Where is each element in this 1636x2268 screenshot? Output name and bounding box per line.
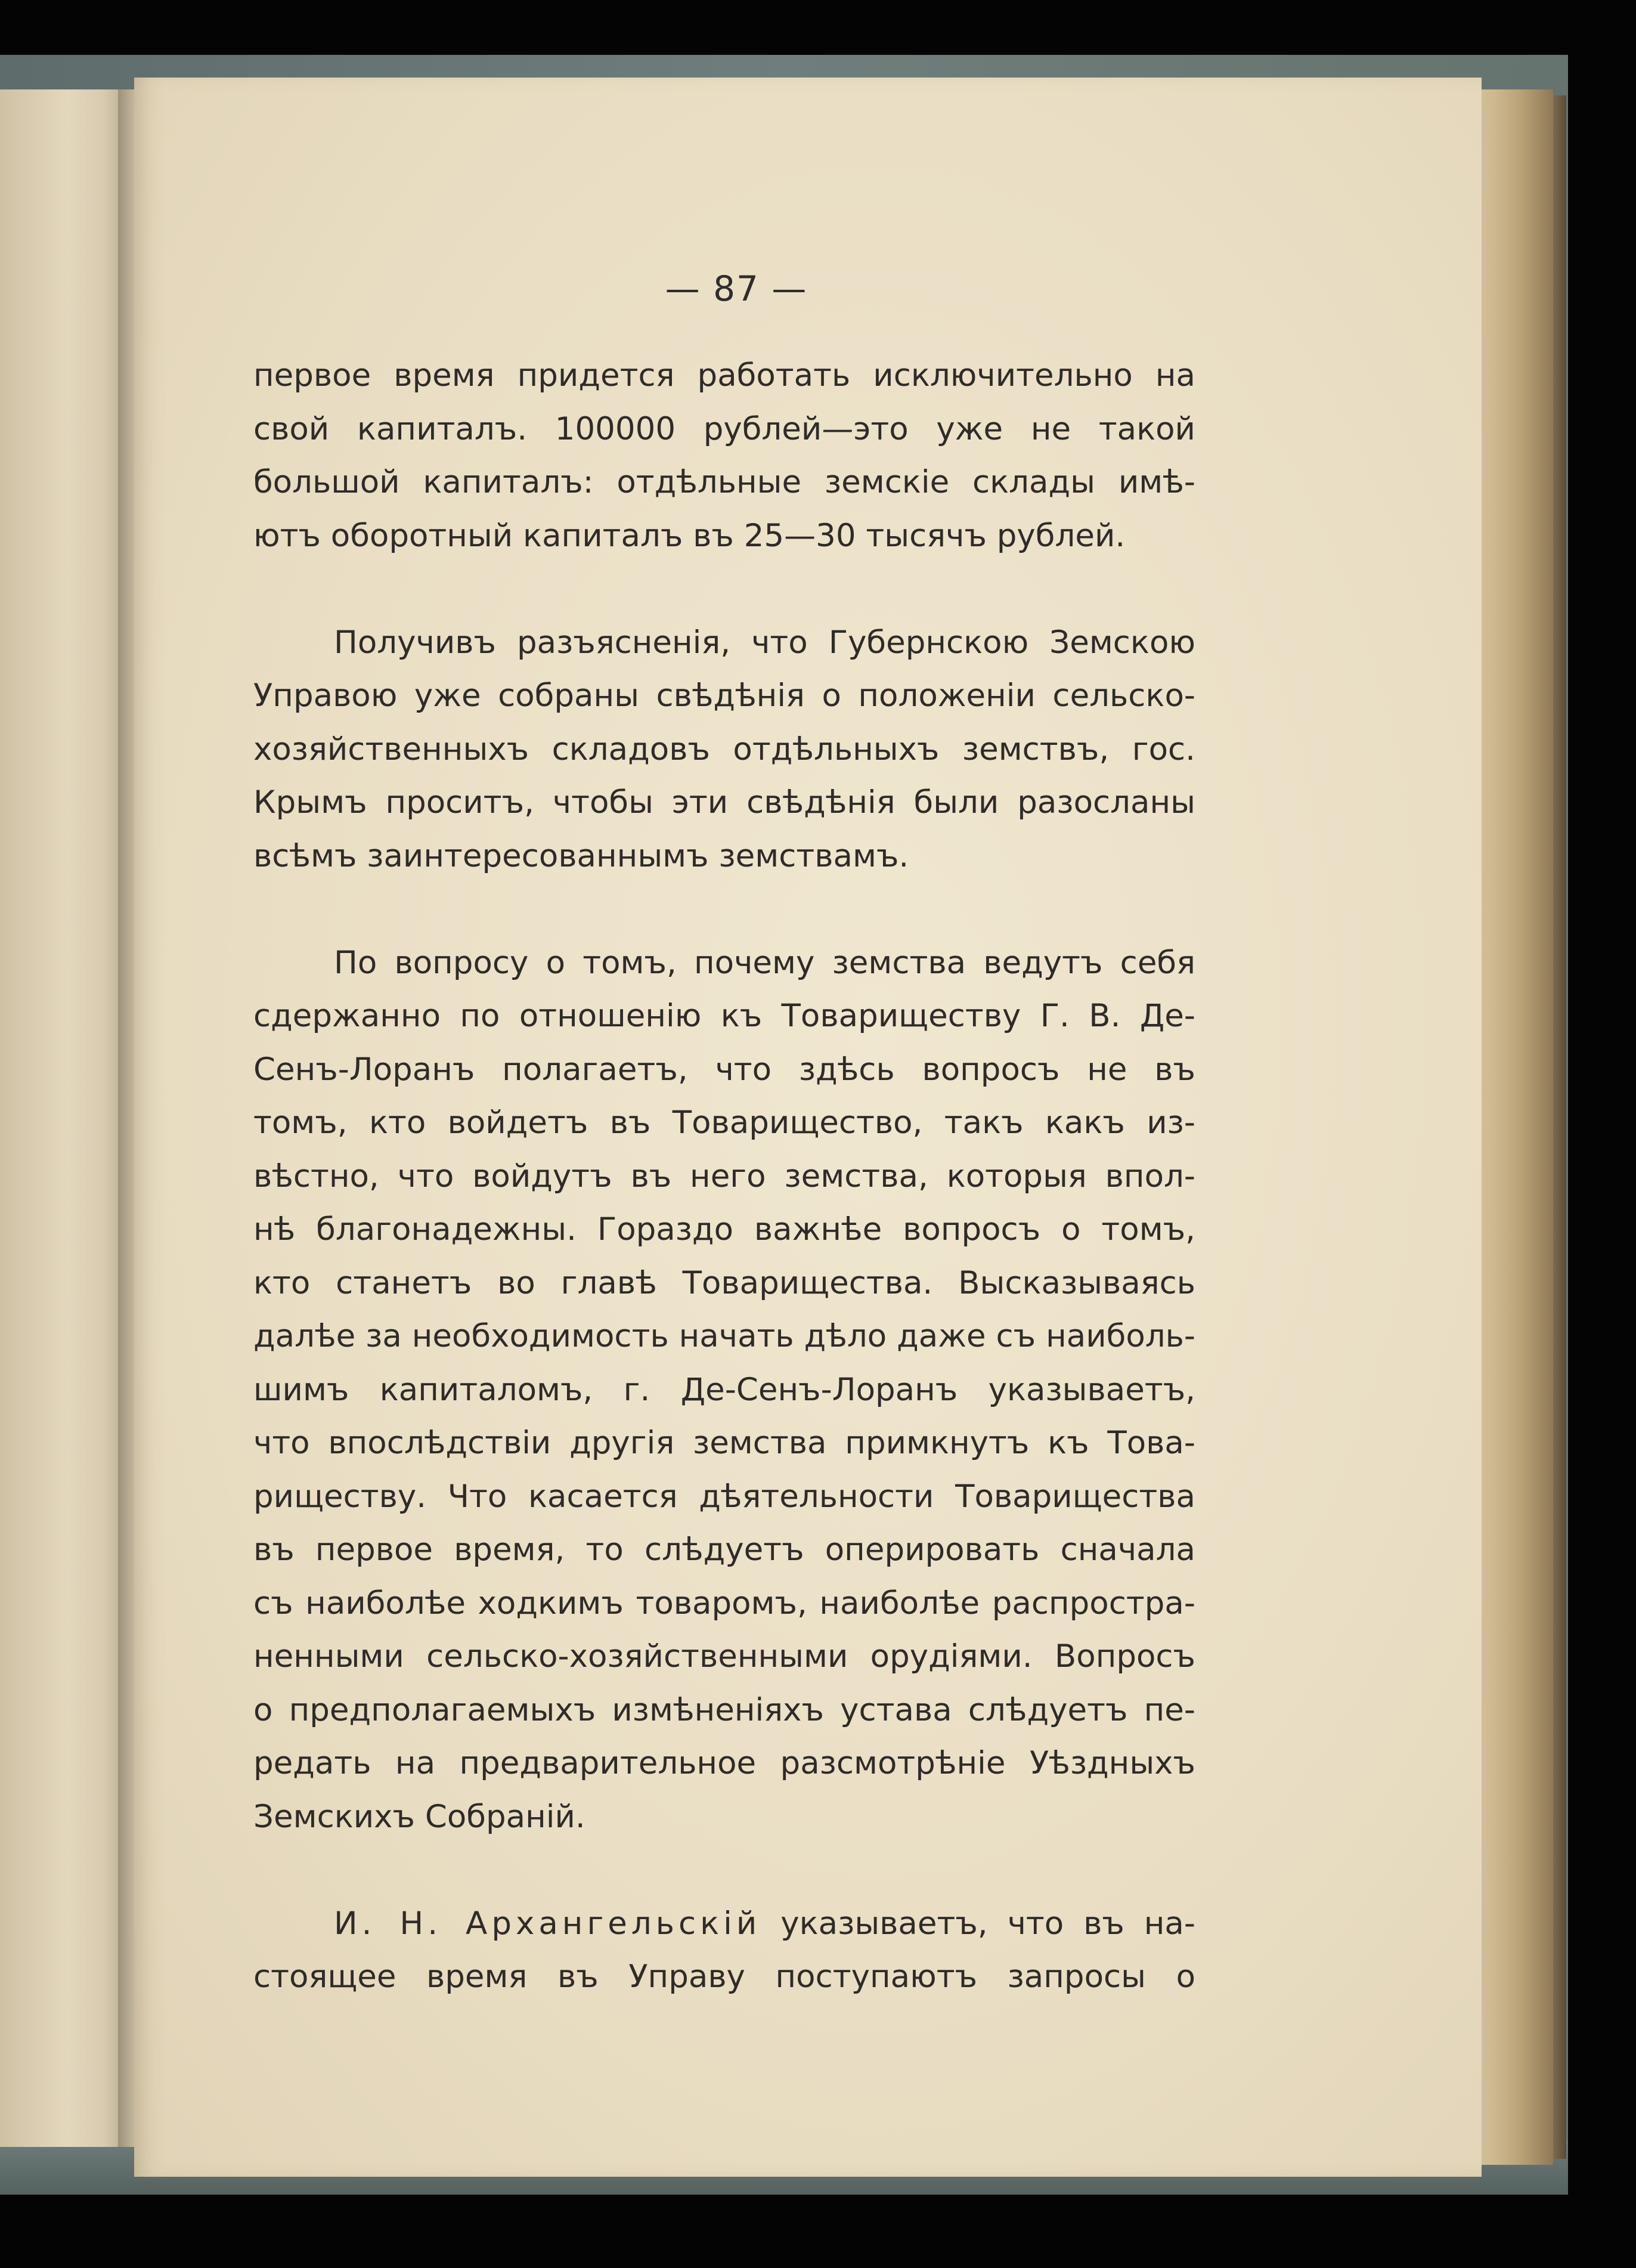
speaker-name: И. Н. Архангельскiй [334,1905,761,1942]
text-line: шимъ капиталомъ, г. Де-Сенъ-Лоранъ указываетъ, [253,1371,1195,1408]
text-line: хозяйственныхъ складовъ отдѣльныхъ земствъ, гос. [253,731,1195,768]
text-line: свой капиталъ. 100000 рублей—это уже не такой [253,410,1195,447]
paragraph-gap [253,562,1195,616]
text-line [253,1897,1195,1951]
text-fragment: указываетъ, что въ на- [761,1905,1195,1942]
text-line: По вопросу о томъ, почему земства ведутъ себя [334,944,1195,981]
text-line: кто станетъ во главѣ Товарищества. Высказываясь [253,1264,1195,1301]
text-line: большой капиталъ: отдѣльные земскiе склады имѣ- [253,464,1195,500]
text-line: нѣ благонадежны. Гораздо важнѣе вопросъ о томъ, [253,1211,1195,1248]
text-line: Земскихъ Собранiй. [253,1798,585,1835]
text-line: вѣстно, что войдутъ въ него земства, которыя впол- [253,1158,1195,1195]
previous-page-edge [0,89,126,2147]
text-line: сдержанно по отношенiю къ Товариществу Г. В. Де- [253,998,1195,1034]
text-line: далѣе за необходимость начать дѣло даже съ наиболь- [253,1318,1195,1354]
text-line: риществу. Что касается дѣятельности Товарищества [253,1478,1195,1515]
text-line: ненными сельско-хозяйственными орудiями. Вопросъ [253,1638,1195,1675]
text-line: Крымъ проситъ, чтобы эти свѣдѣнiя были разосланы [253,784,1195,821]
text-line: первое время придется работать исключительно на [253,357,1195,394]
text-line: всѣмъ заинтересованнымъ земствамъ. [253,837,909,874]
body-text [253,349,1195,2004]
text-line: съ наиболѣе ходкимъ товаромъ, наиболѣе распростра- [253,1585,1195,1622]
text-line: томъ, кто войдетъ въ Товарищество, такъ какъ из- [253,1104,1195,1141]
text-line: что впослѣдствiи другiя земства примкнутъ къ Това- [253,1425,1195,1461]
paragraph-gap [253,1843,1195,1897]
book-gutter [118,89,136,2147]
text-line: ютъ оборотный капиталъ въ 25—30 тысячъ рублей. [253,517,1126,554]
paragraph-gap [253,883,1195,936]
text-line: Управою уже собраны свѣдѣнiя о положенiи сельско- [253,677,1195,714]
text-line: Получивъ разъясненiя, что Губернскою Земскою [334,624,1195,661]
text-line: Сенъ-Лоранъ полагаетъ, что здѣсь вопросъ не въ [253,1051,1195,1088]
text-line: о предполагаемыхъ измѣненiяхъ устава слѣдуетъ пе- [253,1691,1195,1728]
text-line: стоящее время въ Управу поступаютъ запросы о [253,1958,1195,1995]
page-number: — 87 — [665,268,808,309]
text-line: редать на предварительное разсмотрѣнiе Уѣздныхъ [253,1745,1195,1781]
text-line: въ первое время, то слѣдуетъ оперировать сначала [253,1531,1195,1568]
